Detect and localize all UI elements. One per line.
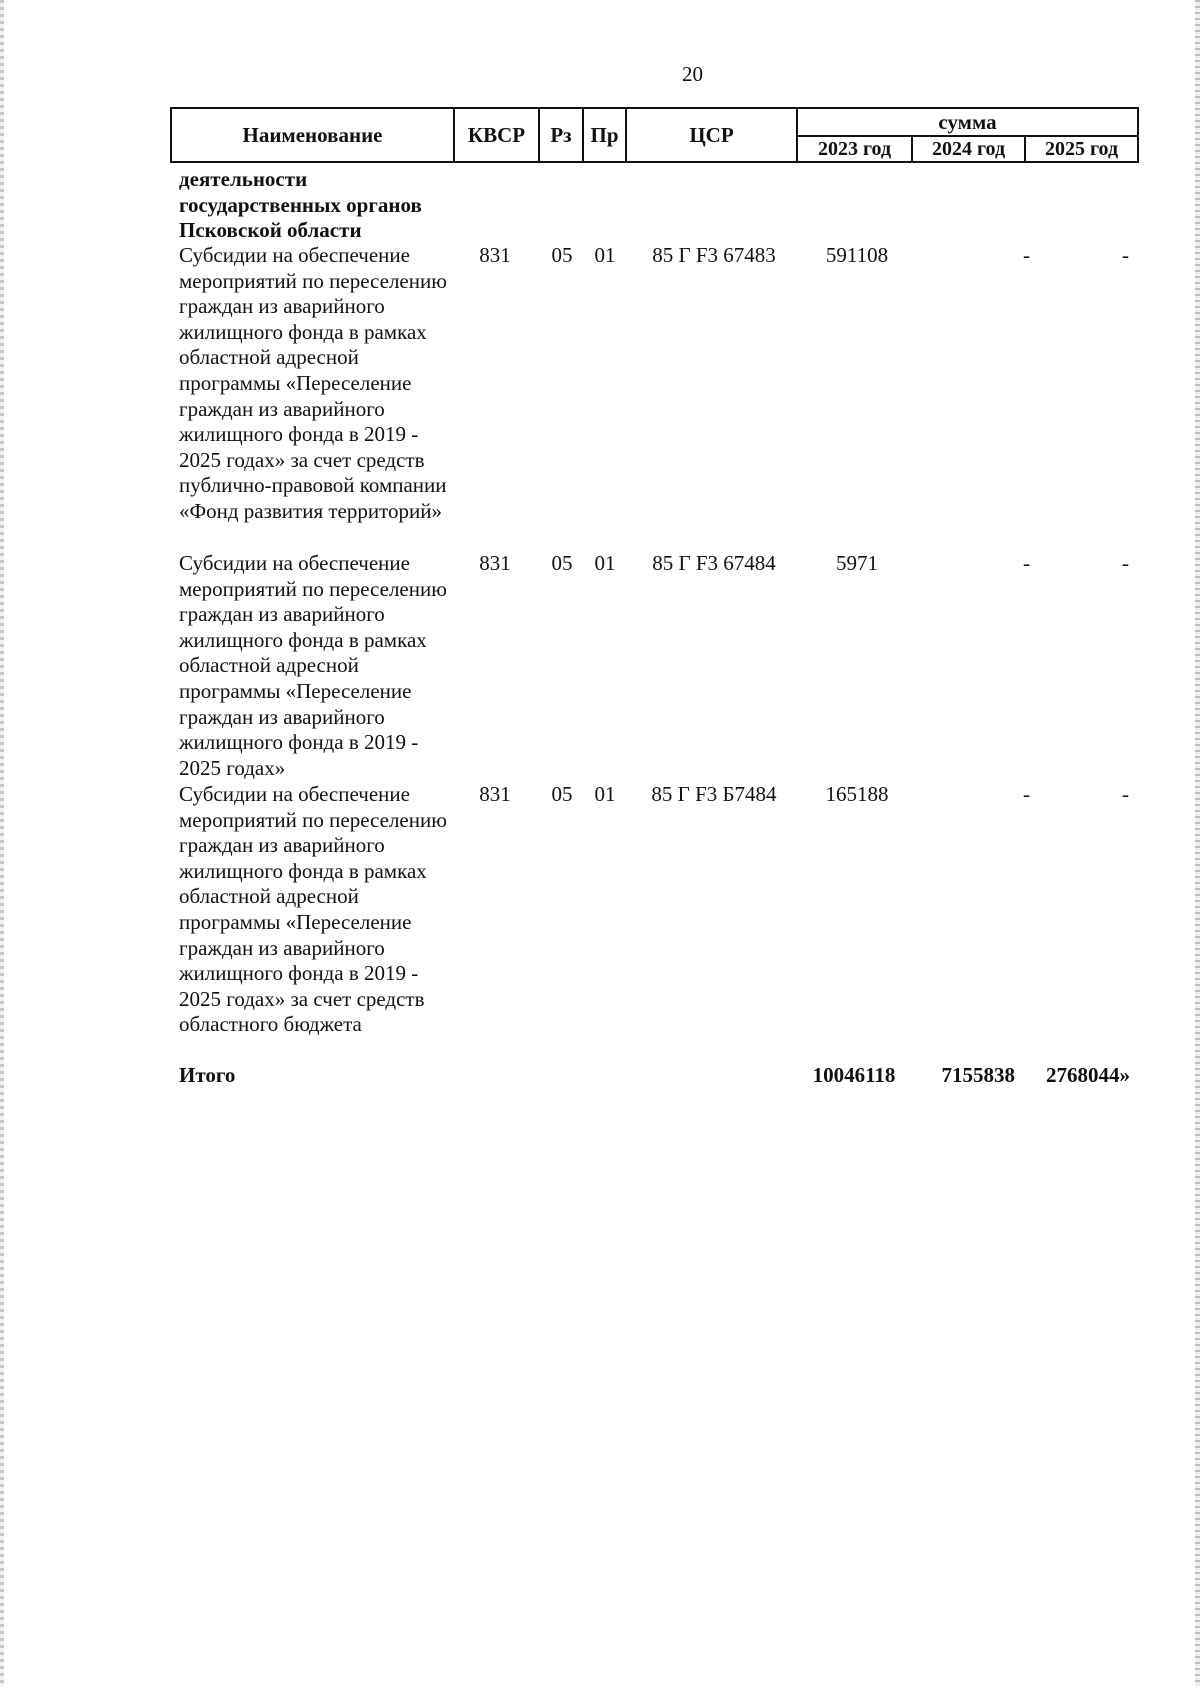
- row-name: Субсидии на обеспечение мероприятий по переселению граждан из аварийного жилищного фонда в рамках областной адресной программы «Переселение граждан из аварийного жилищного фонда в 2019 - 2025 годах»: [179, 551, 447, 780]
- row-2024: -: [1023, 782, 1030, 806]
- total-2024: 7155838: [941, 1063, 1015, 1087]
- total-label: Итого: [179, 1063, 236, 1087]
- col-header-year-2024: 2024 год: [913, 137, 1026, 161]
- total-2023: 10046118: [812, 1063, 896, 1087]
- row-2025: -: [1122, 551, 1129, 575]
- row-2024: -: [1023, 243, 1030, 267]
- row-2024: -: [1023, 551, 1030, 575]
- col-header-sum-group: [798, 109, 1137, 161]
- row-csr: 85 Г F3 Б7484: [651, 782, 777, 806]
- col-header-kvsr: КВСР: [455, 109, 540, 161]
- row-2023: 591108: [825, 243, 889, 267]
- row-2025: -: [1122, 243, 1129, 267]
- col-header-name: Наименование: [172, 109, 455, 161]
- table-header: [170, 107, 1139, 163]
- row-pr: 01: [594, 551, 616, 575]
- row-csr: 85 Г F3 67483: [652, 243, 776, 267]
- row-name: Субсидии на обеспечение мероприятий по переселению граждан из аварийного жилищного фонда в рамках областной адресной программы «Переселение граждан из аварийного жилищного фонда в 2019 - 2025 годах» за счет средств публично-правовой компании «Фонд развития территорий»: [179, 243, 447, 523]
- row-2025: -: [1122, 782, 1129, 806]
- col-header-year-2023: 2023 год: [798, 137, 913, 161]
- col-header-csr: ЦСР: [627, 109, 798, 161]
- col-header-rz: Рз: [540, 109, 584, 161]
- row-2023: 165188: [825, 782, 889, 806]
- row-kvsr: 831: [479, 551, 511, 575]
- total-2025: 2768044»: [1046, 1063, 1130, 1087]
- row-2023: 5971: [836, 551, 878, 575]
- row-pr: 01: [594, 243, 616, 267]
- scan-edge-right: [1195, 0, 1200, 1686]
- row-kvsr: 831: [479, 243, 511, 267]
- col-header-year-2025: 2025 год: [1044, 137, 1119, 160]
- row-rz: 05: [551, 243, 573, 267]
- row-rz: 05: [551, 551, 573, 575]
- row-csr: 85 Г F3 67484: [652, 551, 776, 575]
- col-header-pr: Пр: [584, 109, 627, 161]
- scan-edge-left: [0, 0, 4, 1686]
- col-header-sum: сумма: [798, 109, 1137, 137]
- row-rz: 05: [551, 782, 573, 806]
- row-pr: 01: [594, 782, 616, 806]
- page-number: 20: [682, 62, 703, 86]
- row-name: деятельности государственных органов Псковской области: [179, 167, 422, 243]
- row-name: Субсидии на обеспечение мероприятий по переселению граждан из аварийного жилищного фонда в рамках областной адресной программы «Переселение граждан из аварийного жилищного фонда в 2019 - 2025 годах» за счет средств областного бюджета: [179, 782, 447, 1037]
- row-kvsr: 831: [479, 782, 511, 806]
